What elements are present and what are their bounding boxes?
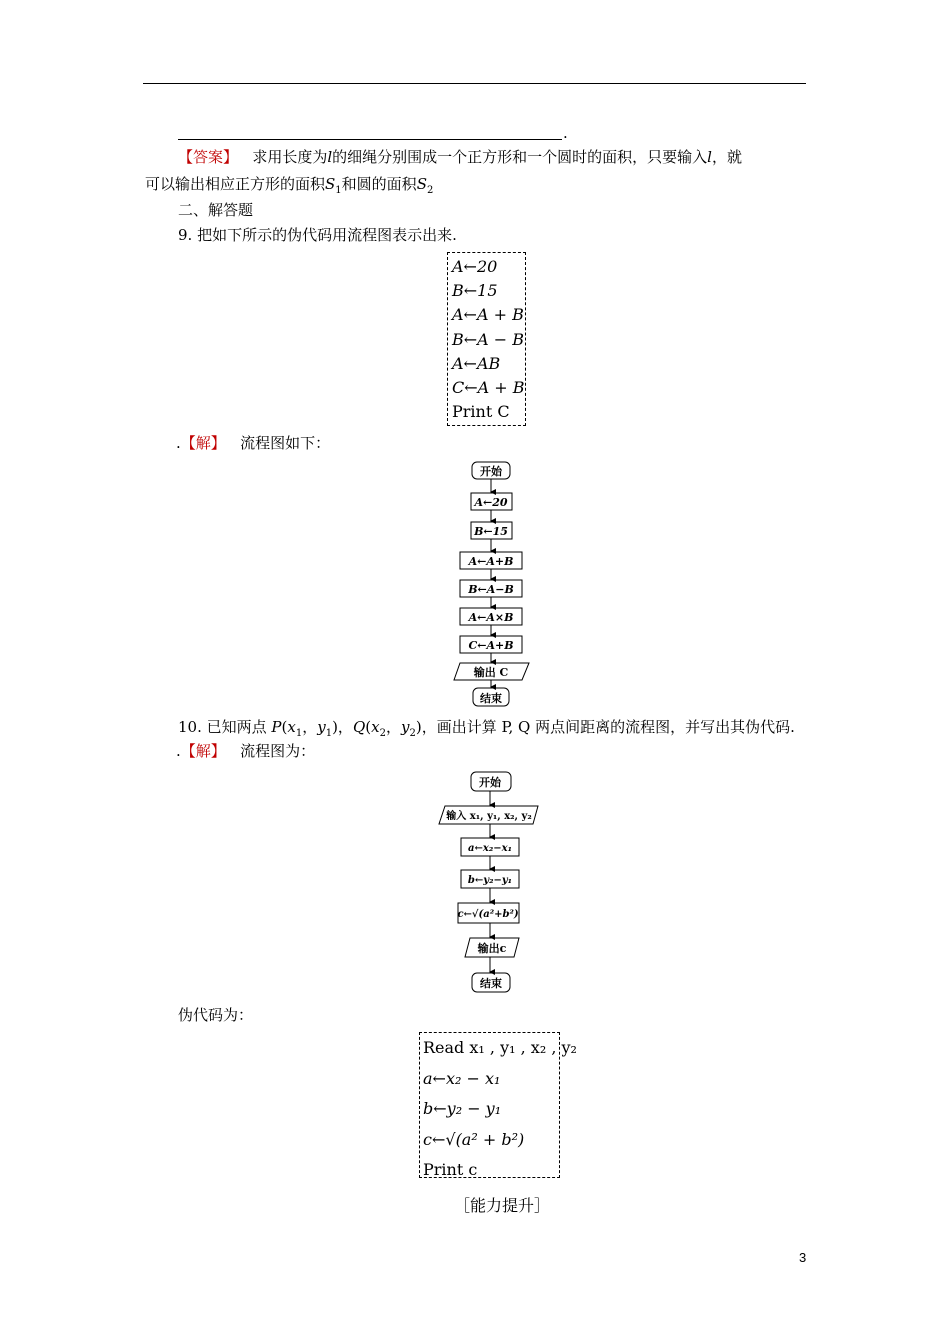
q9-code-line: B←A − B: [452, 329, 525, 349]
q10-pseudo-label: 伪代码为：: [178, 1006, 254, 1024]
q10-flow-label: 结束: [480, 977, 502, 990]
q9-code-line: A←AB: [452, 353, 501, 373]
q9-flow-label: B←A−B: [468, 583, 514, 596]
answer-text-5: 和圆的面积: [341, 175, 417, 193]
answer-var-s2: S: [416, 175, 427, 193]
q9-solution-text: 流程图如下：: [240, 434, 331, 452]
answer-period: .: [563, 124, 568, 142]
q10-question-a: 10. 已知两点: [178, 718, 272, 736]
q9-flow-label: C←A+B: [468, 639, 514, 652]
q9-question: 9. 把如下所示的伪代码用流程图表示出来.: [178, 226, 457, 244]
answer-var-s1-sub: 1: [335, 185, 342, 196]
q9-code-line: A←A + B: [452, 305, 524, 325]
q9-code-line: B←15: [452, 281, 498, 301]
q10-flow-label: a←x₂−x₁: [468, 843, 512, 854]
q9-solution-tag: 【解】: [180, 434, 226, 452]
q9-flow-label: A←A+B: [468, 555, 514, 568]
q10-solution-tag: 【解】: [180, 742, 226, 760]
ability-heading: ［能力提升］: [454, 1196, 551, 1215]
answer-text-4: 可以输出相应正方形的面积: [145, 175, 326, 193]
answer-blank-line: [178, 139, 562, 140]
q9-code-line: Print C: [452, 402, 510, 422]
answer-var-l: l: [327, 148, 333, 166]
q9-code-line: C←A + B: [452, 378, 525, 398]
q9-flow-label: 开始: [480, 465, 502, 478]
q10-solution-text: 流程图为：: [240, 742, 316, 760]
q9-flow-label: 结束: [480, 692, 502, 705]
q10-code-line: c←√(a² + b²): [423, 1129, 525, 1149]
answer-text-2: 的细绳分别围成一个正方形和一个圆时的面积，只要输入: [332, 148, 708, 166]
q10-flow-label: c←√(a²+b²): [457, 909, 519, 920]
q10-flowchart: [432, 766, 552, 998]
answer-line-2: [145, 173, 433, 202]
q10-code-box: [419, 1032, 577, 1179]
q9-flow-label: A←20: [474, 496, 508, 509]
q10-solution: .【解】 流程图为：: [176, 742, 316, 760]
q10-flow-label: 输入 x₁, y₁, x₂, y₂: [446, 811, 532, 822]
section-title: 二、解答题: [178, 201, 254, 219]
q10-code-line: a←x₂ − x₁: [423, 1068, 501, 1088]
q9-code-line: A←20: [452, 257, 498, 276]
q9-flow-label: 输出 C: [473, 666, 509, 679]
q10-code-line: Read x₁ , y₁ , x₂ , y₂: [423, 1038, 577, 1057]
q10-code-line: Print c: [423, 1160, 478, 1179]
q9-code-box: [447, 252, 526, 426]
q9-flow-label: A←A×B: [468, 611, 514, 624]
q9-flow-label: B←15: [474, 525, 508, 538]
q9-flowchart: [440, 455, 550, 710]
answer-var-s1: S: [325, 175, 336, 193]
q10-code-line: b←y₂ − y₁: [423, 1099, 502, 1118]
q10-flow-label: 输出c: [477, 942, 507, 955]
q10-question: 10. 已知两点 $P(x_1$，$y_1$)，$Q(x_2$，$y_2$)，画出计算 P, Q 两点间距离的流程图，并写出其伪代码.: [178, 718, 795, 739]
q10-flow-label: b←y₂−y₁: [467, 875, 513, 886]
answer-tag: 【答案】: [178, 148, 239, 166]
page-number: 3: [799, 1250, 807, 1265]
answer-var-l-2: l: [707, 148, 712, 166]
answer-var-s2-sub: 2: [426, 185, 434, 196]
q9-solution: .【解】 流程图如下：: [176, 434, 331, 452]
answer-text-3: ，就: [711, 148, 742, 166]
q10-question-b: ，画出计算 P, Q 两点间距离的流程图，并写出其伪代码.: [421, 718, 795, 736]
header-rule: [143, 83, 806, 84]
answer-line-1: [178, 146, 742, 168]
q10-flow-label: 开始: [479, 776, 501, 789]
answer-text-1: 求用长度为: [252, 148, 328, 166]
